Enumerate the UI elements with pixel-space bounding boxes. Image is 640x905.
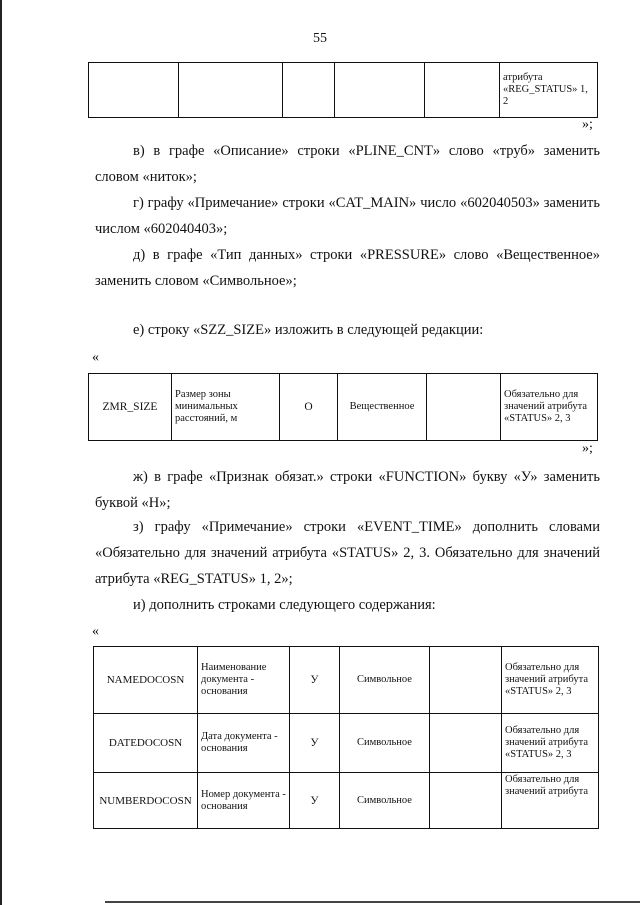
table-cell xyxy=(335,63,425,118)
table-e xyxy=(88,373,598,441)
table-cell-description: Наименование документа - основания xyxy=(198,647,290,714)
table-cell-note: Обязательно для значений атрибута xyxy=(502,773,599,829)
paragraph-i: и) дополнить строками следующего содержания: xyxy=(133,597,436,613)
table-cell-flag: У xyxy=(290,773,340,829)
table-cell-code: DATEDOCOSN xyxy=(94,714,198,773)
table-cell-description: Дата документа - основания xyxy=(198,714,290,773)
paragraph-g: г) графу «Примечание» строки «CAT_MAIN» число «602040503» заменить числом «602040403»; xyxy=(95,195,600,237)
table-cell-description: Номер документа - основания xyxy=(198,773,290,829)
table-cell xyxy=(425,63,500,118)
paragraph-v: в) в графе «Описание» строки «PLINE_CNT» слово «труб» заменить словом «ниток»; xyxy=(95,143,600,185)
opening-quote: « xyxy=(92,624,99,639)
paragraph-zh: ж) в графе «Признак обязат.» строки «FUNCTION» букву «У» заменить буквой «Н»; xyxy=(95,469,600,511)
table-cell-flag: О xyxy=(280,374,338,441)
table-cell-type: Символьное xyxy=(340,647,430,714)
table-cell xyxy=(283,63,335,118)
paragraph-d: д) в графе «Тип данных» строки «PRESSURE» слово «Вещественное» заменить словом «Символьное»; xyxy=(95,247,600,289)
table-cell xyxy=(430,773,502,829)
table-cell-code: ZMR_SIZE xyxy=(89,374,172,441)
table-row xyxy=(94,773,599,829)
table-cell-flag: У xyxy=(290,647,340,714)
closing-quote: »; xyxy=(582,117,593,132)
table-cell-description: Размер зоны минимальных расстояний, м xyxy=(172,374,280,441)
table-cell xyxy=(89,63,179,118)
table-cell-note: Обязательно для значений атрибута «STATUS» 2, 3 xyxy=(501,374,598,441)
table-cell xyxy=(430,647,502,714)
table-top xyxy=(88,62,598,118)
table-cell-type: Символьное xyxy=(340,773,430,829)
table-cell-type: Символьное xyxy=(340,714,430,773)
table-row xyxy=(94,714,599,773)
closing-quote: »; xyxy=(582,441,593,456)
table-i xyxy=(93,646,599,829)
table-cell xyxy=(179,63,283,118)
opening-quote: « xyxy=(92,350,99,365)
page-number: 55 xyxy=(313,31,327,46)
table-cell-note: Обязательно для значений атрибута «STATUS» 2, 3 xyxy=(502,714,599,773)
scan-left-edge xyxy=(0,0,2,905)
table-cell-flag: У xyxy=(290,714,340,773)
table-row xyxy=(89,63,598,118)
table-row xyxy=(94,647,599,714)
table-cell xyxy=(430,714,502,773)
table-cell-note: атрибута «REG_STATUS» 1, 2 xyxy=(500,63,598,118)
table-row xyxy=(89,374,598,441)
table-cell-type: Вещественное xyxy=(338,374,427,441)
paragraph-z: з) графу «Примечание» строки «EVENT_TIME» дополнить словами «Обязательно для значений атрибута «STATUS» 2, 3. Обязательно для значений атрибута «REG_STATUS» 1, 2»; xyxy=(95,519,600,587)
table-cell-note: Обязательно для значений атрибута «STATUS» 2, 3 xyxy=(502,647,599,714)
table-cell-code: NAMEDOCOSN xyxy=(94,647,198,714)
scan-bottom-edge xyxy=(105,901,640,903)
table-cell-code: NUMBERDOCOSN xyxy=(94,773,198,829)
table-cell xyxy=(427,374,501,441)
paragraph-e: е) строку «SZZ_SIZE» изложить в следующей редакции: xyxy=(133,322,484,338)
